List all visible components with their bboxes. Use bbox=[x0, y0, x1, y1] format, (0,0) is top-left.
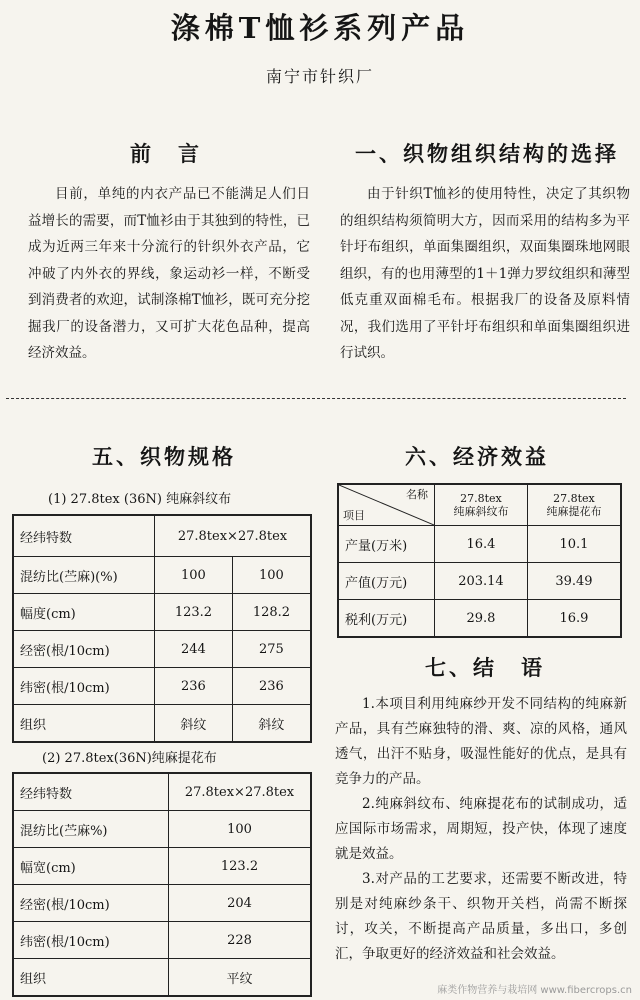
table-cell: 产量(万米) bbox=[338, 526, 435, 563]
table-cell: 100 bbox=[232, 557, 311, 594]
table-cell: 纬密(根/10cm) bbox=[13, 668, 155, 705]
table-row bbox=[13, 668, 311, 705]
table-cell: 204 bbox=[169, 885, 312, 922]
table-header-cell bbox=[435, 484, 528, 526]
table-row bbox=[13, 594, 311, 631]
table1-caption: (1) 27.8tex (36N) 纯麻斜纹布 bbox=[48, 492, 232, 507]
table-row bbox=[338, 484, 621, 526]
table-cell: 100 bbox=[169, 811, 312, 848]
table-cell: 236 bbox=[155, 668, 233, 705]
table-row bbox=[13, 773, 311, 811]
fabric-spec-table-2 bbox=[12, 772, 312, 997]
table-row bbox=[338, 526, 621, 563]
preface-text: 目前，单纯的内衣产品已不能满足人们日益增长的需要，而T恤衫由于其独到的特性，已成为近两三年来十分流行的针织外衣产品，它冲破了内外衣的界线，象运动衫一样，不断受到消费者的欢迎，试制涤棉T恤衫，既可充分挖掘我厂的设备潜力，又可扩大花色品种，提高经济效益。 bbox=[28, 186, 310, 361]
table-row bbox=[13, 631, 311, 668]
table-cell: 幅宽(cm) bbox=[13, 848, 169, 885]
section7-heading: 七、结 语 bbox=[425, 655, 545, 680]
col2-line1: 27.8tex bbox=[553, 492, 595, 505]
table-cell: 39.49 bbox=[527, 563, 621, 600]
table-cell: 斜纹 bbox=[155, 705, 233, 743]
watermark: 麻类作物营养与栽培网 www.fibercrops.cn bbox=[437, 985, 632, 996]
table-cell: 混纺比(苎麻%) bbox=[13, 811, 169, 848]
table-cell: 产值(万元) bbox=[338, 563, 435, 600]
table2-caption: (2) 27.8tex(36N)纯麻提花布 bbox=[42, 751, 217, 766]
corner-label-bottom: 项目 bbox=[343, 509, 365, 522]
table-row bbox=[338, 563, 621, 600]
author-line: 南宁市针织厂 bbox=[265, 67, 374, 86]
table-cell: 29.8 bbox=[435, 600, 528, 638]
table-row bbox=[338, 600, 621, 638]
article-title: 涤棉T恤衫系列产品 bbox=[170, 11, 470, 45]
table-row bbox=[13, 557, 311, 594]
corner-label-top: 名称 bbox=[406, 488, 428, 501]
table-cell: 平纹 bbox=[169, 959, 312, 997]
table-row bbox=[13, 705, 311, 743]
table-row bbox=[13, 848, 311, 885]
table-row bbox=[13, 515, 311, 557]
conclusion-item-1: 1.本项目利用纯麻纱开发不同结构的纯麻新产品，具有苎麻独特的滑、爽、凉的风格，通风透气，出汗不贴身，吸湿性能好的优点，是具有竞争力的产品。 bbox=[335, 696, 627, 787]
section1-text: 由于针织T恤衫的使用特性，决定了其织物的组织结构须简明大方，因而采用的结构多为平针圩布组织，单面集圈组织，双面集圈珠地网眼组织，有的也用薄型的1＋1弹力罗纹组织和薄型低克重双面棉毛布。根据我厂的设备及原料情况，我们选用了平针圩布组织和单面集圈组织进行试织。 bbox=[340, 186, 630, 361]
table-cell: 组织 bbox=[13, 705, 155, 743]
table-row bbox=[13, 922, 311, 959]
table-cell: 幅度(cm) bbox=[13, 594, 155, 631]
table-row bbox=[13, 811, 311, 848]
table-cell: 10.1 bbox=[527, 526, 621, 563]
table-cell: 16.9 bbox=[527, 600, 621, 638]
table-cell: 斜纹 bbox=[232, 705, 311, 743]
table-header-cell bbox=[527, 484, 621, 526]
conclusion-item-2: 2.纯麻斜纹布、纯麻提花布的试制成功，适应国际市场需求，周期短，投产快，体现了速度就是效益。 bbox=[335, 796, 627, 862]
table-cell: 236 bbox=[232, 668, 311, 705]
table-cell: 27.8tex×27.8tex bbox=[155, 515, 312, 557]
table-cell: 16.4 bbox=[435, 526, 528, 563]
table-cell: 混纺比(苎麻)(%) bbox=[13, 557, 155, 594]
table-cell: 244 bbox=[155, 631, 233, 668]
table-cell: 275 bbox=[232, 631, 311, 668]
table-row bbox=[13, 885, 311, 922]
col1-line1: 27.8tex bbox=[460, 492, 502, 505]
section5-heading: 五、织物规格 bbox=[92, 444, 236, 469]
table-cell: 27.8tex×27.8tex bbox=[169, 773, 312, 811]
table-cell: 纬密(根/10cm) bbox=[13, 922, 169, 959]
fabric-spec-table-1 bbox=[12, 514, 312, 743]
table-cell: 123.2 bbox=[169, 848, 312, 885]
table-cell: 203.14 bbox=[435, 563, 528, 600]
section1-heading: 一、织物组织结构的选择 bbox=[355, 141, 619, 166]
col1-line2: 纯麻斜纹布 bbox=[453, 505, 509, 518]
section-divider bbox=[6, 398, 626, 399]
section6-heading: 六、经济效益 bbox=[405, 444, 549, 469]
table-cell: 经密(根/10cm) bbox=[13, 631, 155, 668]
conclusion-body bbox=[335, 692, 627, 967]
conclusion-item-3: 3.对产品的工艺要求，还需要不断改进，特别是对纯麻纱条干、织物开关档，尚需不断探讨，攻关，不断提高产品质量，多出口，多创汇，争取更好的经济效益和社会效益。 bbox=[335, 871, 627, 962]
table-cell: 税利(万元) bbox=[338, 600, 435, 638]
table-cell: 123.2 bbox=[155, 594, 233, 631]
table-corner-cell bbox=[338, 484, 435, 526]
table-cell: 经密(根/10cm) bbox=[13, 885, 169, 922]
table-cell: 100 bbox=[155, 557, 233, 594]
table-cell: 128.2 bbox=[232, 594, 311, 631]
table-cell: 经纬特数 bbox=[13, 773, 169, 811]
table-cell: 228 bbox=[169, 922, 312, 959]
col2-line2: 纯麻提花布 bbox=[546, 505, 602, 518]
table-row bbox=[13, 959, 311, 997]
table-cell: 经纬特数 bbox=[13, 515, 155, 557]
economic-benefit-table bbox=[337, 483, 622, 638]
preface-heading: 前 言 bbox=[130, 141, 202, 166]
table-cell: 组织 bbox=[13, 959, 169, 997]
